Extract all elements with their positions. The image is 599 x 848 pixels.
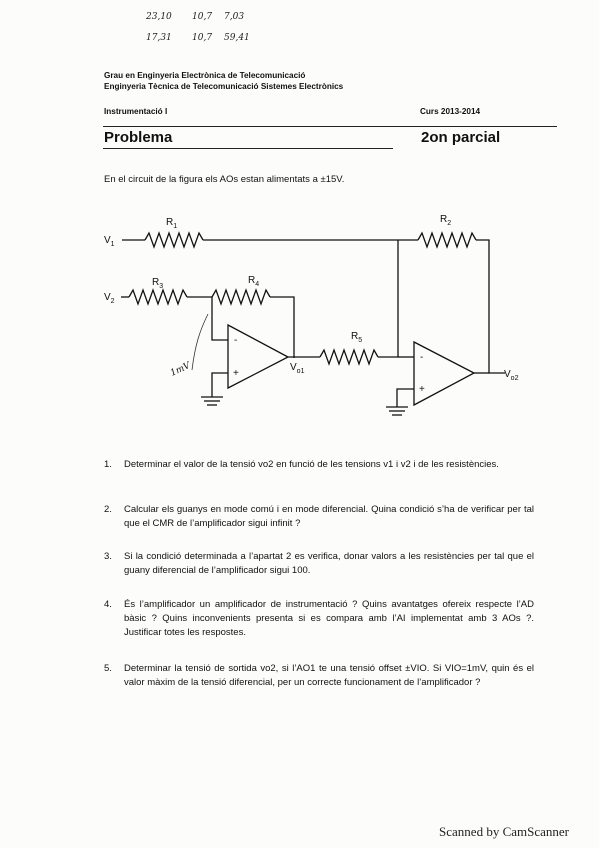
wire: [212, 297, 228, 340]
circuit-diagram: [0, 195, 599, 420]
r4-label: $R_4$: [248, 275, 260, 288]
header-rule: [103, 126, 557, 127]
resistor-r5: [320, 350, 378, 364]
resistor-r2: [418, 233, 476, 247]
v2-label: $V_2$: [104, 292, 115, 305]
question-text: Determinar la tensió de sortida vo2, si l’AO1 te una tensió offset ±VIO. Si VIO=1mV, quin és el valor màxim de la tensió diferencial, per un correcte funcionament de l’amplificador ?: [124, 663, 534, 688]
handwritten-margin-note: 1mV: [169, 360, 193, 379]
wire: [476, 240, 505, 373]
question-text: Determinar el valor de la tensió vo2 en funció de les tensions v1 i v2 i de les resistències.: [124, 459, 499, 470]
course-name: Instrumentació I: [104, 107, 168, 116]
r3-label: $R_3$: [152, 277, 164, 290]
r1-label: $R_1$: [166, 217, 178, 230]
question-number: 4.: [104, 599, 112, 610]
op-amp-1-minus: -: [234, 335, 238, 346]
handwritten-note: 17,31: [146, 33, 172, 43]
degree-line-1: Grau en Enginyeria Electrònica de Telecomunicació: [104, 71, 306, 80]
title-rule: [103, 148, 393, 149]
resistor-r1: [145, 233, 203, 247]
handwritten-arrow: [192, 314, 208, 370]
resistor-r3: [129, 290, 187, 304]
handwritten-note: 23,10: [146, 12, 172, 22]
question-number: 5.: [104, 663, 112, 674]
handwritten-note: 7,03: [224, 12, 245, 22]
vo1-label: $V_{o1}$: [290, 362, 305, 375]
intro-text: En el circuit de la figura els AOs estan alimentats a ±15V.: [104, 174, 345, 185]
resistor-r4: [212, 290, 270, 304]
exam-title: 2on parcial: [421, 129, 501, 146]
handwritten-note: 10,7: [192, 12, 213, 22]
scanner-watermark: Scanned by CamScanner: [439, 824, 569, 839]
r2-label: $R_2$: [440, 214, 452, 227]
question-number: 3.: [104, 551, 112, 562]
v1-label: $V_1$: [104, 235, 115, 248]
course-year: Curs 2013-2014: [420, 107, 481, 116]
question-text: Si la condició determinada a l’apartat 2 es verifica, donar valors a les resistències per tal que el guany diferencial de l’amplificador sigui 100.: [124, 551, 534, 576]
question-number: 1.: [104, 459, 112, 470]
vo2-label: $V_{o2}$: [504, 369, 519, 382]
question-number: 2.: [104, 504, 112, 515]
op-amp-2-minus: -: [420, 352, 424, 363]
question-text: Calcular els guanys en mode comú i en mode diferencial. Quina condició s’ha de verificar per tal que el CMR de l’amplificador sigui infinit ?: [124, 504, 534, 529]
wire: [397, 389, 414, 407]
wire: [212, 373, 228, 397]
handwritten-note: 59,41: [224, 33, 250, 43]
r5-label: $R_5$: [351, 331, 363, 344]
wire: [378, 240, 398, 357]
page-title: Problema: [104, 129, 173, 146]
op-amp-1-plus: +: [233, 368, 239, 379]
op-amp-2-plus: +: [419, 384, 425, 395]
degree-line-2: Enginyeria Tècnica de Telecomunicació Sistemes Electrònics: [104, 82, 344, 91]
question-text: És l’amplificador un amplificador de instrumentació ? Quins avantatges ofereix respecte l’AD bàsic ? Quins inconvenients presenta si es compara amb l’AI implementat amb 3 AOs ?. Justificar totes les respostes.: [124, 599, 534, 638]
handwritten-note: 10,7: [192, 33, 213, 43]
